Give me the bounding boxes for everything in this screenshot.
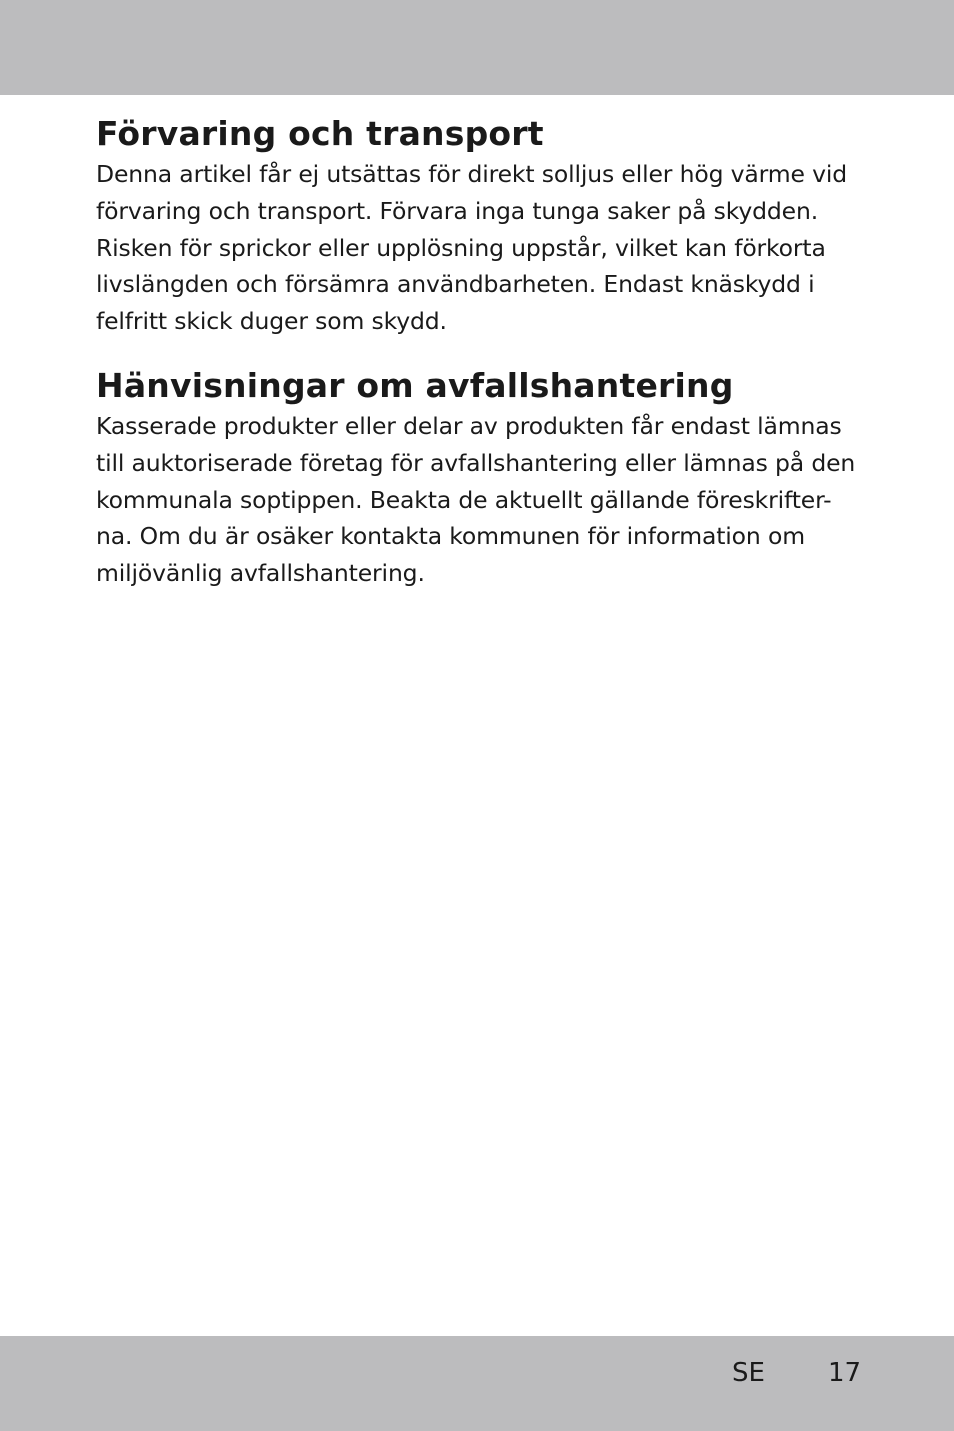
section-title: Förvaring och transport — [96, 114, 544, 153]
section-body — [96, 408, 866, 592]
section-body — [96, 156, 866, 340]
language-code: SE — [732, 1358, 765, 1388]
header-band — [0, 0, 954, 95]
section-waste-disposal — [96, 364, 866, 592]
body-line: na. Om du är osäker kontakta kommunen för information om — [96, 522, 805, 551]
footer-band — [0, 1336, 954, 1431]
body-line: Denna artikel får ej utsättas för direkt solljus eller hög värme vid — [96, 160, 848, 188]
section-title: Hänvisningar om avfallshantering — [96, 365, 734, 405]
body-line: förvaring och transport. Förvara inga tunga saker på skydden. — [96, 196, 819, 225]
body-line: felfritt skick duger som skydd. — [96, 307, 447, 336]
section-storage-transport — [96, 112, 866, 340]
body-line: Kasserade produkter eller delar av produkten får endast lämnas — [96, 411, 842, 440]
body-line: miljövänlig avfallshantering. — [96, 559, 425, 588]
body-line: till auktoriserade företag för avfallshantering eller lämnas på den — [96, 448, 856, 477]
page-number: 17 — [828, 1358, 862, 1388]
body-line: livslängden och försämra användbarheten. Endast knäskydd i — [96, 270, 815, 299]
body-line: Risken för sprickor eller upplösning uppstår, vilket kan förkorta — [96, 233, 826, 262]
page-content — [96, 112, 866, 592]
body-line: kommunala soptippen. Beakta de aktuellt gällande föreskrifter- — [96, 485, 832, 514]
